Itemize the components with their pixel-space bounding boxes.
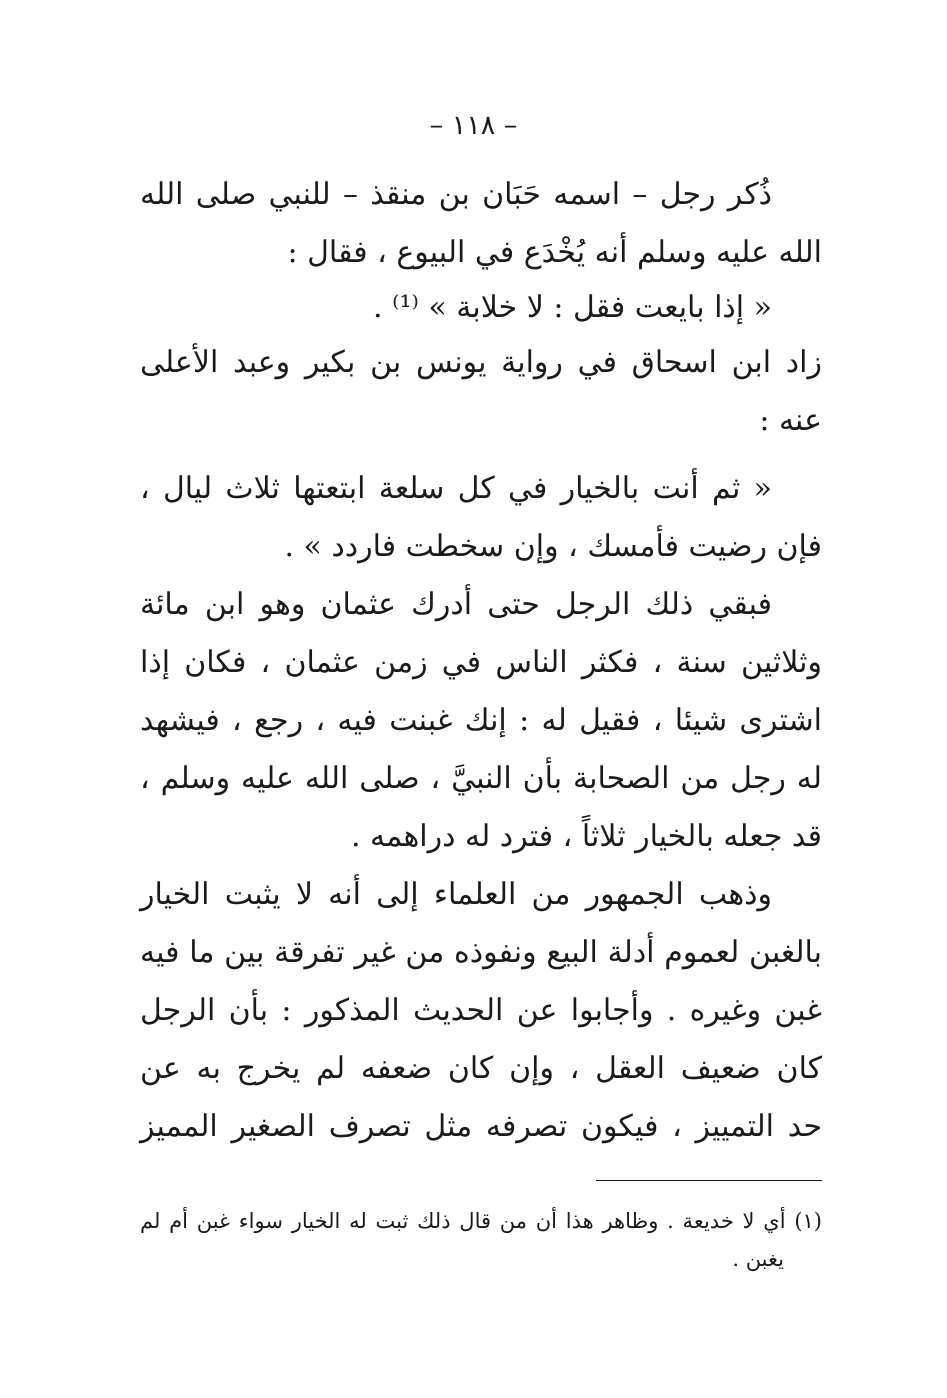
text-line: « إذا بايعت فقل : لا خلابة » ⁽¹⁾ . xyxy=(373,290,772,325)
text-line: قد جعله بالخيار ثلاثاً ، فترد له دراهمه . xyxy=(350,819,822,854)
text-line: ذُكر رجل – اسمه حَبَان بن منقذ – للنبي صلى الله xyxy=(140,177,772,212)
text-line: اشترى شيئا ، فقيل له : إنك غبنت فيه ، رجع ، فيشهد xyxy=(140,703,822,738)
text-line: له رجل من الصحابة بأن النبيَّ ، صلى الله عليه وسلم ، xyxy=(140,761,822,796)
paragraph-2 xyxy=(140,334,822,450)
spacer xyxy=(140,450,822,460)
text-line: كان ضعيف العقل ، وإن كان ضعفه لم يخرج به عن xyxy=(140,1051,822,1086)
text-line: الله عليه وسلم أنه يُخْدَع في البيوع ، فقال : xyxy=(287,235,822,270)
paragraph-1 xyxy=(140,166,822,334)
text-line: « ثم أنت بالخيار في كل سلعة ابتعتها ثلاث ليال ، xyxy=(140,471,772,506)
text-line: بالغبن لعموم أدلة البيع ونفوذه من غير تفرقة بين ما فيه xyxy=(140,935,822,970)
paragraph-4 xyxy=(140,576,822,866)
text-line: عنه : xyxy=(759,403,822,438)
text-line: زاد ابن اسحاق في رواية يونس بن بكير وعبد الأعلى xyxy=(140,345,822,380)
footnote-divider xyxy=(596,1180,822,1181)
footnote-line: (١) أي لا خديعة . وظاهر هذا أن من قال ذلك ثبت له الخيار سواء غبن أم لم xyxy=(140,1209,822,1233)
text-line: فبقي ذلك الرجل حتى أدرك عثمان وهو ابن مائة xyxy=(140,587,772,622)
text-line: غبن وغيره . وأجابوا عن الحديث المذكور : بأن الرجل xyxy=(140,993,822,1028)
text-line: فإن رضيت فأمسك ، وإن سخطت فاردد » . xyxy=(284,529,822,564)
text-line: حد التمييز ، فيكون تصرفه مثل تصرف الصغير المميز xyxy=(140,1109,822,1144)
paragraph-3 xyxy=(140,460,822,576)
text-line: وثلاثين سنة ، فكثر الناس في زمن عثمان ، فكان إذا xyxy=(140,645,822,680)
page-number: – ١١٨ – xyxy=(429,110,518,141)
footnote-line: يغبن . xyxy=(732,1247,784,1271)
footnote xyxy=(140,1202,822,1278)
text-line: وذهب الجمهور من العلماء إلى أنه لا يثبت الخيار xyxy=(140,877,772,912)
main-text xyxy=(140,166,822,1156)
paragraph-5 xyxy=(140,866,822,1156)
